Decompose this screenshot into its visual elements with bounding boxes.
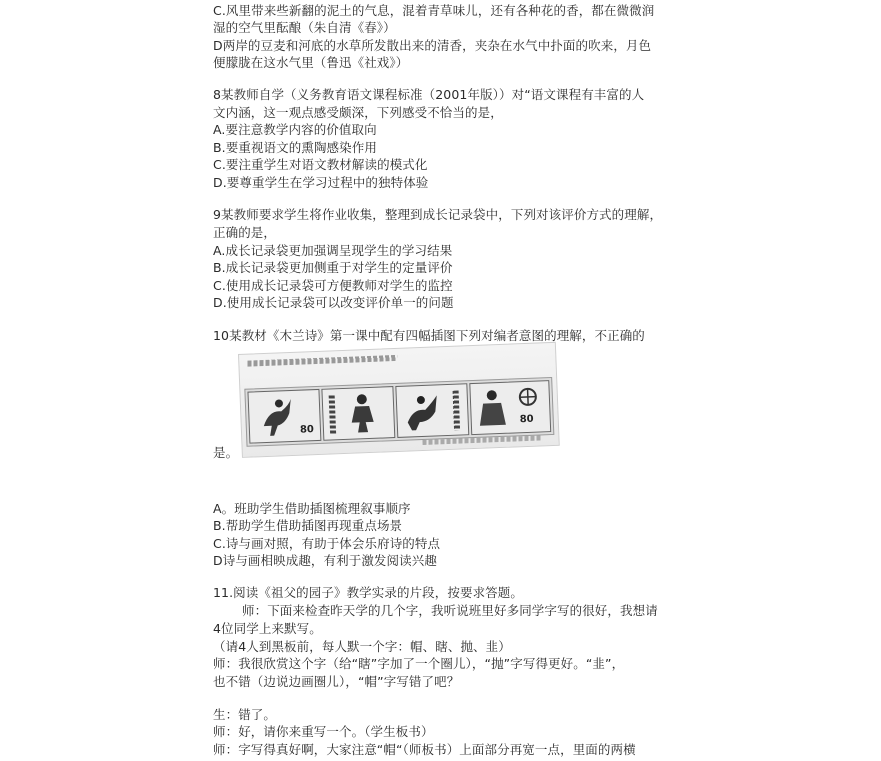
text-line: D诗与画相映成趣，有利于激发阅读兴趣 <box>213 553 437 568</box>
illustration-frame-1 <box>247 389 321 444</box>
rider-figure-icon <box>405 389 441 432</box>
text-line: C.要注重学生对语文教材解读的模式化 <box>213 157 428 172</box>
text-line: 师：好，请你来重写一个。（学生板书） <box>213 724 434 739</box>
text-line: 9某教师要求学生将作业收集，整理到成长记录袋中，下列对该评价方式的理解， <box>213 207 663 222</box>
text-line: 4位同学上来默写。 <box>213 621 322 636</box>
text-line: B.要重视语文的熏陶感染作用 <box>213 140 377 155</box>
text-line: A.要注意教学内容的价值取向 <box>213 122 377 137</box>
text-line: 生：错了。 <box>213 707 277 722</box>
text-line: D.要尊重学生在学习过程中的独特体验 <box>213 175 429 190</box>
stamp-value-left: 80 <box>299 424 315 436</box>
text-line: 湿的空气里酝酿（朱自清《春》） <box>213 20 396 35</box>
text-line: 正确的是， <box>213 225 277 240</box>
text-line: 文内涵，这一观点感受颇深，下列感受不恰当的是， <box>213 105 503 120</box>
text-line: C.诗与画对照，有助于体会乐府诗的特点 <box>213 536 441 551</box>
stamp-value-right: 80 <box>519 413 534 426</box>
text-line: A.成长记录袋更加强调呈现学生的学习结果 <box>213 243 453 258</box>
text-column <box>453 391 461 431</box>
text-line: B.帮助学生借助插图再现重点场景 <box>213 518 403 533</box>
text-line: 便朦胧在这水气里（鲁迅《社戏》） <box>213 55 409 70</box>
text-line: D.使用成长记录袋可以改变评价单一的问题 <box>213 295 454 310</box>
text-line: A。班助学生借助插图梳理叙事顺序 <box>213 501 411 516</box>
text-line: 8某教师自学（义务教育语文课程标准（2001年版））对“语文课程有丰富的人 <box>213 87 645 102</box>
text-line: C.使用成长记录袋可方便教师对学生的监控 <box>213 278 453 293</box>
text-line: 师：下面来检查昨天学的几个字，我听说班里好多同学字写的很好，我想请 <box>242 603 658 618</box>
text-line: 师：字写得真好啊，大家注意“帽“（师板书）上面部分再宽一点，里面的两横 <box>213 742 636 757</box>
text-line: 师：我很欣赏这个字（给“瞎”字加了一个圈儿），“抛”字写得更好。“韭”， <box>213 656 625 671</box>
text-line: B.成长记录袋更加侧重于对学生的定量评价 <box>213 260 453 275</box>
text-line: （请4人到黑板前，每人默一个字：帽、瞎、抛、韭） <box>213 639 511 654</box>
illustration-frame-2 <box>321 386 395 441</box>
text-line: 10某教材《木兰诗》第一课中配有四幅插图下列对编者意图的理解，不正确的 <box>213 328 645 343</box>
text-line: 11.阅读《祖父的园子》教学实录的片段，按要求答题。 <box>213 585 523 600</box>
text-column <box>329 395 337 435</box>
text-line: C.风里带来些新翻的泥土的气息，混着青草味儿，还有各种花的香，都在微微润 <box>213 3 655 18</box>
wheel-icon <box>514 385 541 408</box>
warrior-figure-icon <box>345 392 381 435</box>
horse-figure-icon <box>259 395 295 438</box>
text-line: 是。 <box>213 445 239 460</box>
figure-icon <box>474 387 510 430</box>
text-line: 也不错（边说边画圈儿），“帽”字写错了吧？ <box>213 674 460 689</box>
illustration-frame-4 <box>469 380 551 435</box>
mulan-illustrations <box>238 342 560 458</box>
caption-line <box>247 355 397 367</box>
illustration-frame-3 <box>395 383 469 438</box>
text-line: D两岸的豆麦和河底的水草所发散出来的清香，夹杂在水气中扑面的吹来，月色 <box>213 38 652 53</box>
